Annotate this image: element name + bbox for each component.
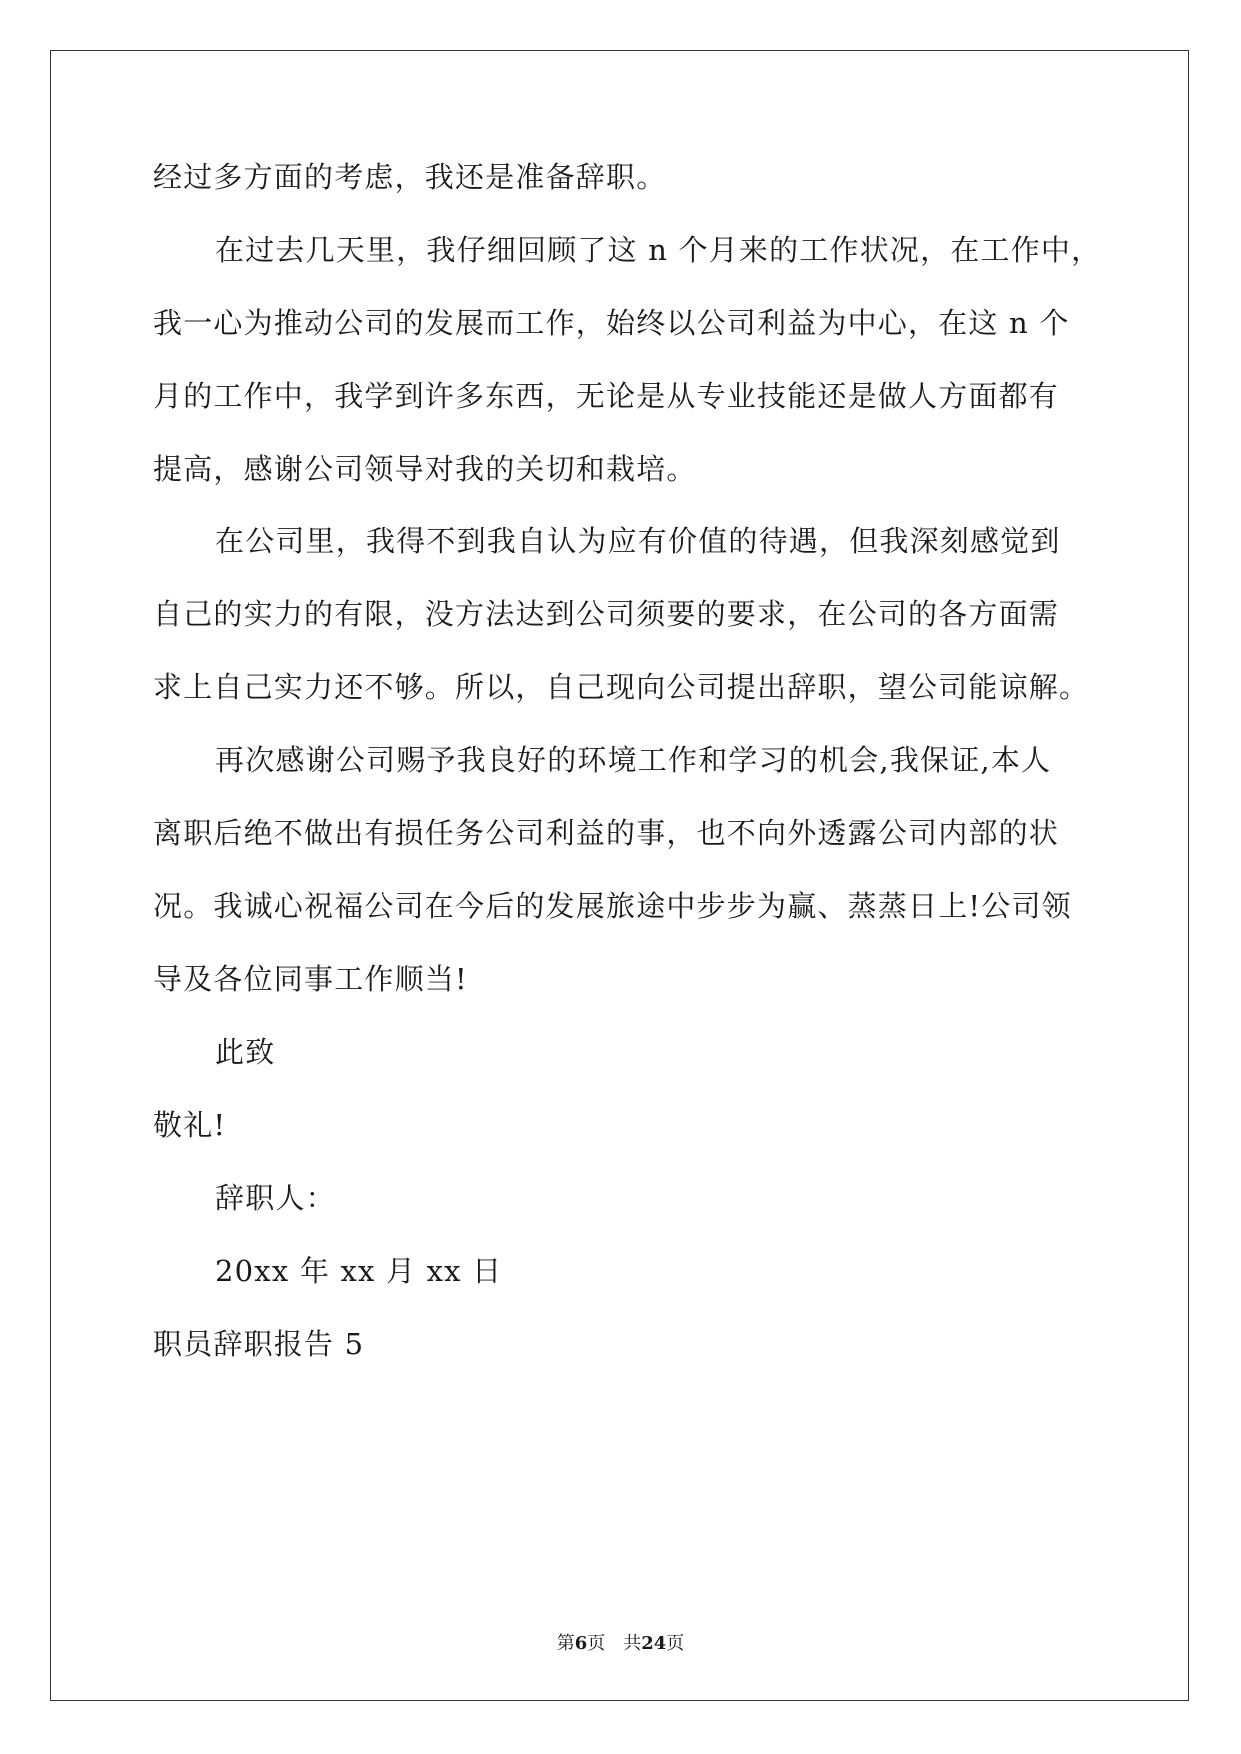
total-page-count: 24: [641, 1633, 667, 1654]
closing-salutation: 此致: [215, 1035, 276, 1069]
page-footer: [0, 1632, 1241, 1656]
page-frame: [50, 50, 1189, 1701]
text-line: 导及各位同事工作顺当!: [153, 962, 468, 996]
footer-total-suffix: 页: [666, 1633, 685, 1654]
footer-total-prefix: 共: [623, 1633, 642, 1654]
footer-page-suffix: 页: [587, 1633, 606, 1654]
text-line: 离职后绝不做出有损任务公司利益的事，也不向外透露公司内部的状: [153, 816, 1060, 850]
current-page-number: 6: [574, 1633, 588, 1654]
paragraph-line: 在公司里，我得不到我自认为应有价值的待遇，但我深刻感觉到: [215, 524, 1061, 558]
section-heading: 职员辞职报告 5: [153, 1327, 365, 1361]
closing-regards: 敬礼!: [153, 1108, 227, 1142]
text-line: 自己的实力的有限，没方法达到公司须要的要求，在公司的各方面需: [153, 597, 1060, 631]
text-line: 况。我诚心祝福公司在今后的发展旅途中步步为赢、蒸蒸日上!公司领: [153, 889, 1072, 923]
text-line: 提高，感谢公司领导对我的关切和栽培。: [153, 452, 697, 486]
date-line: 20xx 年 xx 月 xx 日: [215, 1254, 503, 1288]
text-line: 我一心为推动公司的发展而工作，始终以公司利益为中心，在这 n 个: [153, 306, 1070, 340]
text-line: 求上自己实力还不够。所以，自己现向公司提出辞职，望公司能谅解。: [153, 670, 1090, 704]
text-line: 月的工作中，我学到许多东西，无论是从专业技能还是做人方面都有: [153, 379, 1060, 413]
text-line: 经过多方面的考虑，我还是准备辞职。: [153, 160, 667, 194]
paragraph-line: 在过去几天里，我仔细回顾了这 n 个月来的工作状况，在工作中，: [215, 233, 1102, 267]
signature-label: 辞职人：: [215, 1181, 336, 1215]
paragraph-line: 再次感谢公司赐予我良好的环境工作和学习的机会,我保证,本人: [215, 743, 1052, 777]
footer-prefix: 第: [556, 1633, 575, 1654]
